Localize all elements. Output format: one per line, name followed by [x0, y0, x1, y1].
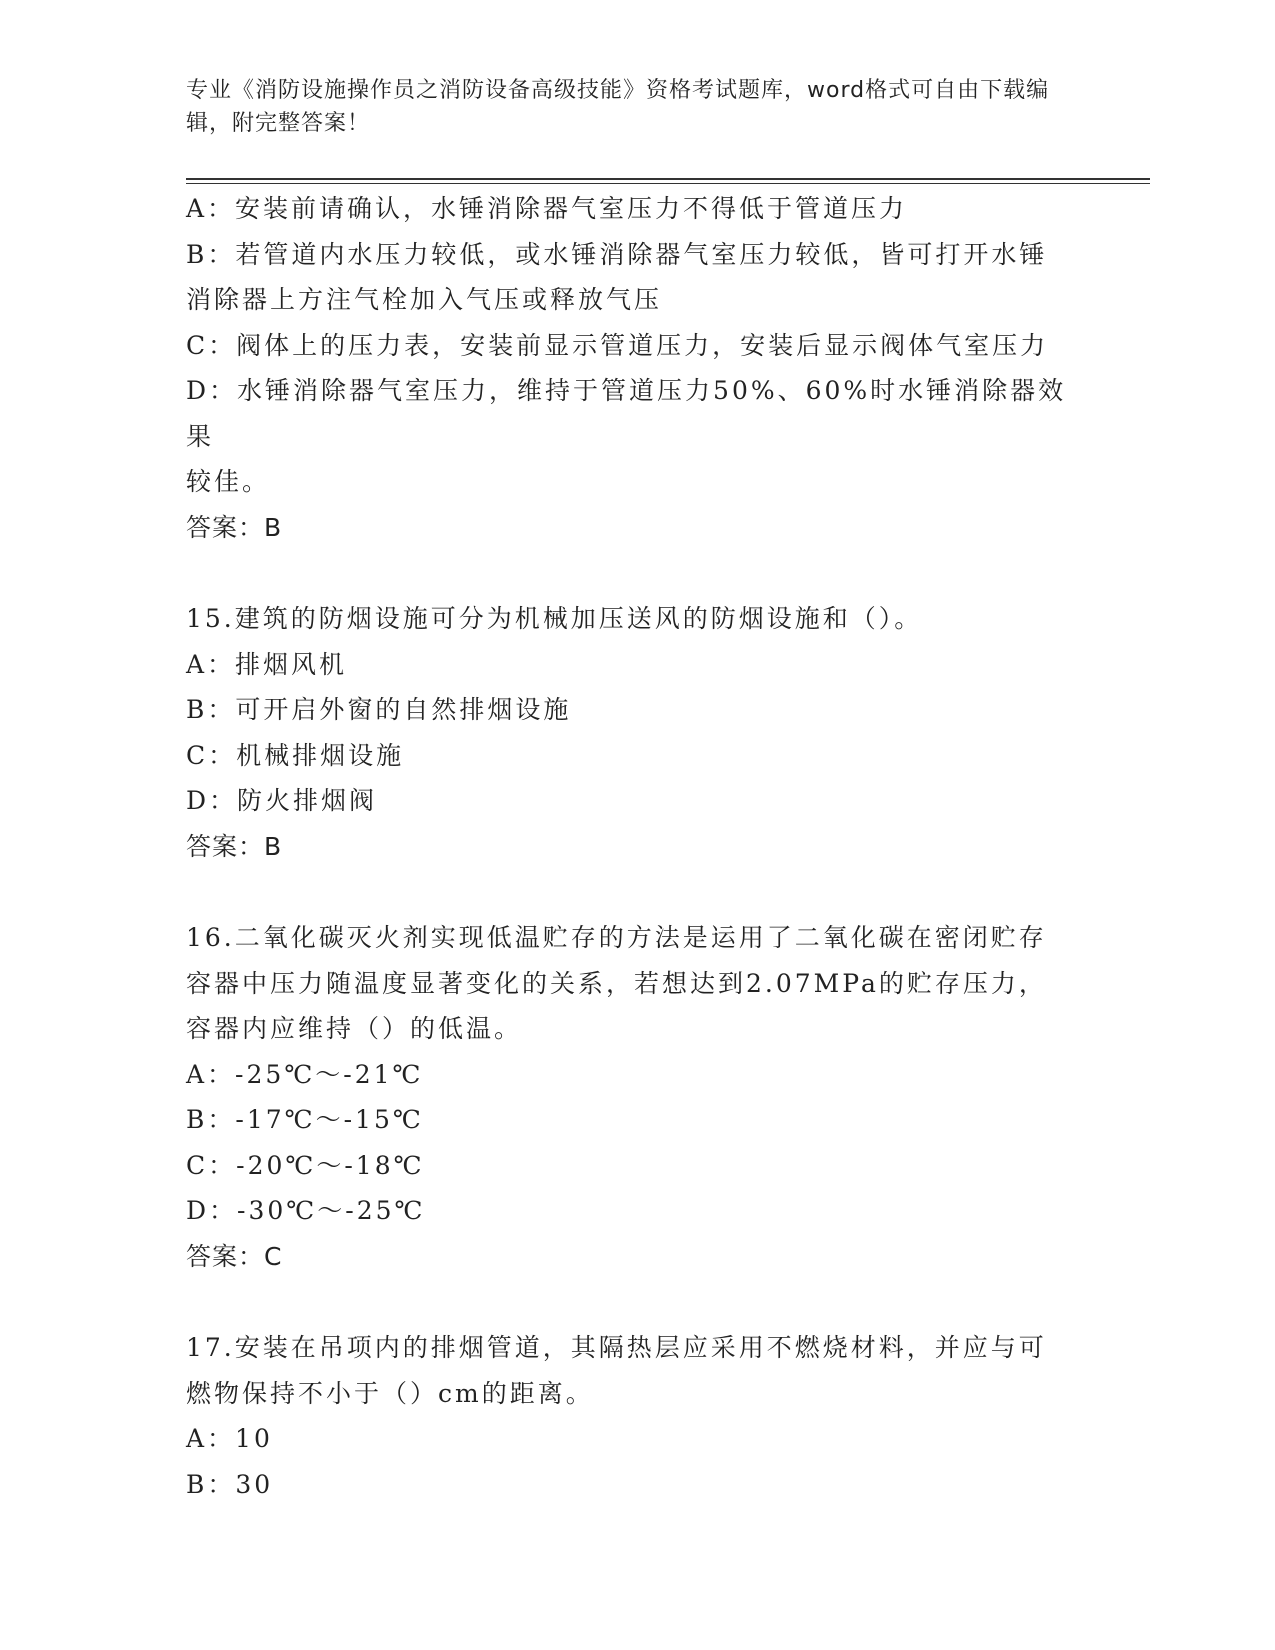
option-line: C：-20℃～-18℃ [186, 1150, 425, 1180]
question-stem: 容器中压力随温度显著变化的关系，若想达到2.07MPa的贮存压力， [186, 968, 1047, 998]
question-block [186, 186, 1086, 550]
question-block [186, 1325, 1086, 1507]
option-line: D：水锤消除器气室压力，维持于管道压力50%、60%时水锤消除器效果 [186, 376, 1067, 451]
option-line: D：防火排烟阀 [186, 786, 378, 815]
question-stem: 15.建筑的防烟设施可分为机械加压送风的防烟设施和（）。 [186, 604, 923, 633]
answer-line: 答案：B [186, 512, 283, 542]
option-line: C：机械排烟设施 [186, 740, 405, 770]
option-line: B：-17℃～-15℃ [186, 1105, 424, 1134]
question-stem: 16.二氧化碳灭火剂实现低温贮存的方法是运用了二氧化碳在密闭贮存 [186, 923, 1047, 952]
block-spacer [186, 550, 1086, 596]
question-stem: 燃物保持不小于（）cm的距离。 [186, 1378, 594, 1408]
option-line: A：排烟风机 [186, 649, 348, 679]
answer-line: 答案：B [186, 831, 283, 861]
option-line: 较佳。 [186, 467, 271, 496]
option-line: C：阀体上的压力表，安装前显示管道压力，安装后显示阀体气室压力 [186, 330, 1049, 360]
question-content [186, 186, 1086, 1507]
header-divider-thin [186, 183, 1150, 184]
option-line: B：可开启外窗的自然排烟设施 [186, 695, 572, 724]
question-block [186, 915, 1086, 1279]
question-stem: 容器内应维持（）的低温。 [186, 1014, 523, 1043]
option-line: D：-30℃～-25℃ [186, 1196, 426, 1225]
option-line: 消除器上方注气栓加入气压或释放气压 [186, 285, 663, 314]
option-line: A：安装前请确认，水锤消除器气室压力不得低于管道压力 [186, 194, 908, 223]
question-block [186, 596, 1086, 869]
block-spacer [186, 869, 1086, 915]
option-line: B：若管道内水压力较低，或水锤消除器气室压力较低，皆可打开水锤 [186, 239, 1048, 269]
document-header: 专业《消防设施操作员之消防设备高级技能》资格考试题库，word格式可自由下载编辑，附完整答案！ [186, 78, 1050, 136]
option-line: A：10 [186, 1424, 273, 1453]
block-spacer [186, 1279, 1086, 1325]
option-line: A：-25℃～-21℃ [186, 1059, 424, 1089]
option-line: B：30 [186, 1469, 274, 1499]
question-stem: 17.安装在吊项内的排烟管道，其隔热层应采用不燃烧材料，并应与可 [186, 1333, 1047, 1362]
answer-line: 答案：C [186, 1241, 283, 1271]
header-divider-thick [186, 178, 1150, 180]
